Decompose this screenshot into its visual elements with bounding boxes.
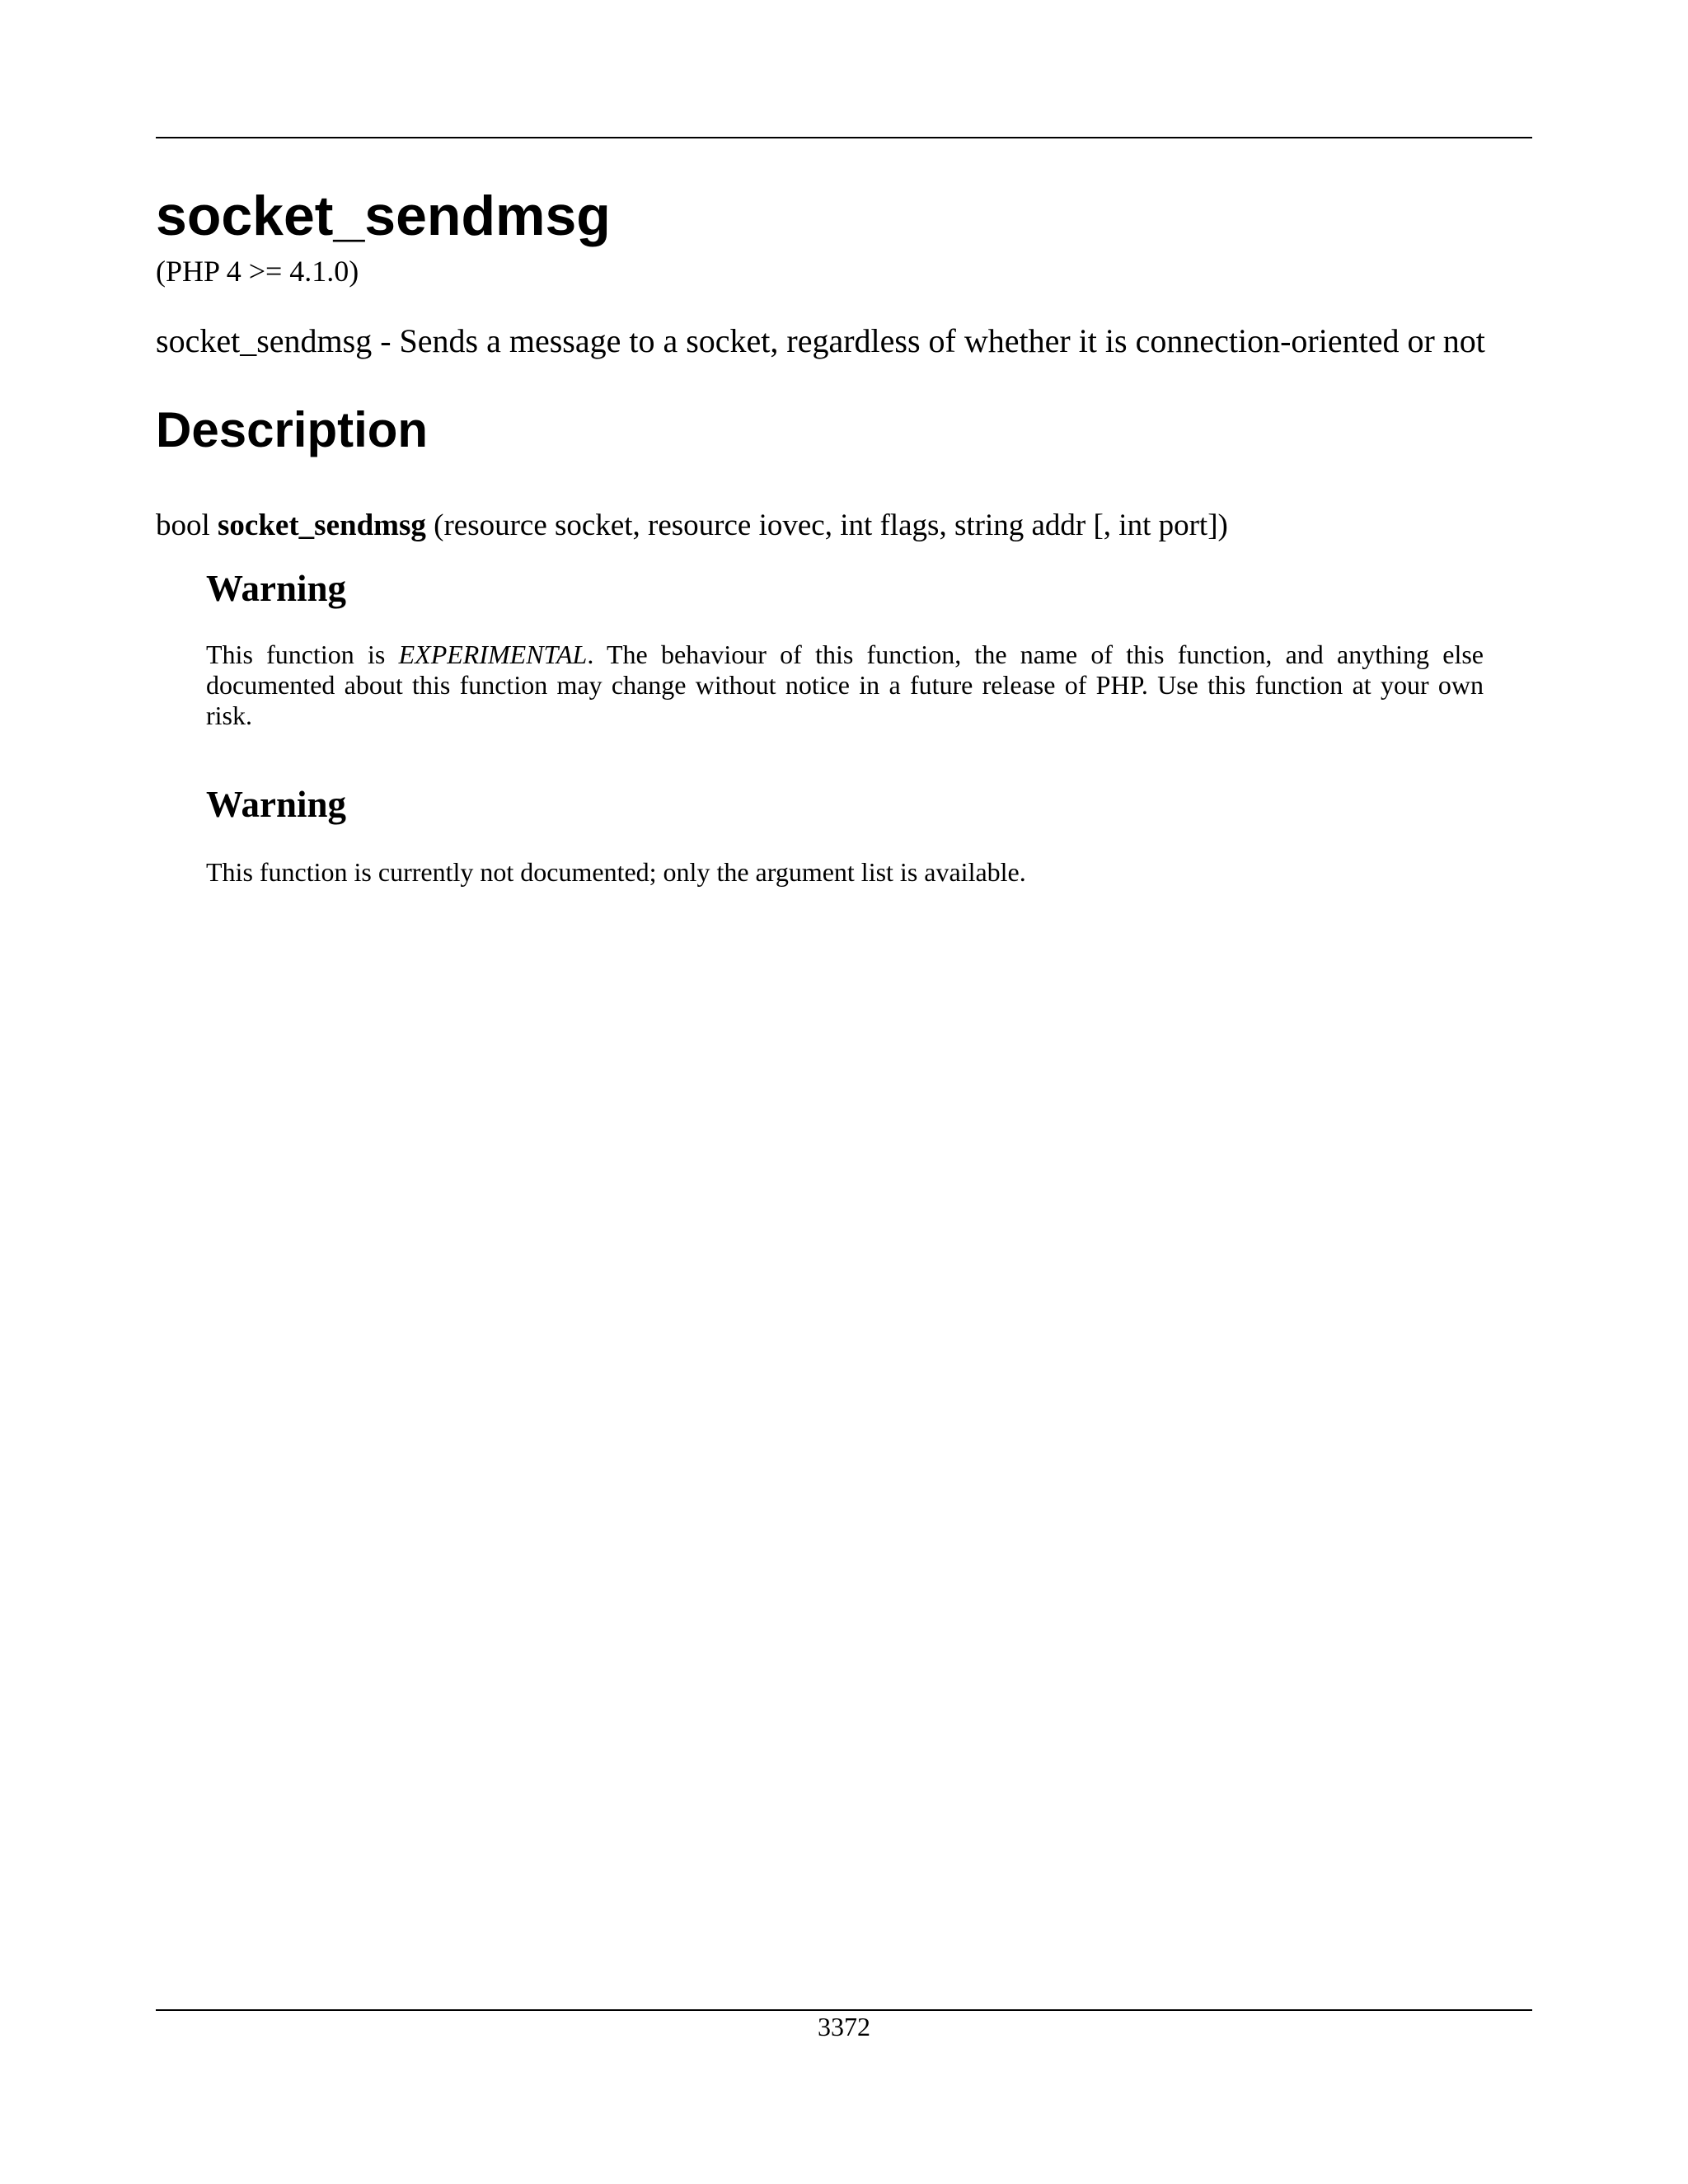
- function-name: socket_sendmsg: [218, 509, 426, 542]
- version-info: (PHP 4 >= 4.1.0): [156, 255, 359, 288]
- description-heading: Description: [156, 402, 429, 457]
- warning-undocumented-title: Warning: [206, 784, 347, 825]
- warning-experimental-text: [206, 640, 1484, 731]
- function-params: (resource socket, resource iovec, int flags, string addr [, int port]): [425, 509, 1228, 542]
- page-title: socket_sendmsg: [156, 185, 611, 247]
- warning-experimental-title: Warning: [206, 568, 347, 609]
- top-rule: [156, 137, 1532, 138]
- return-type: bool: [156, 509, 218, 542]
- warning-text-after: . The behaviour of this function, the name of this function, and anything else documented about this function may change without notice in a future release of PHP. Use this function at your own risk.: [206, 640, 1484, 730]
- warning-text-before: This function is: [206, 640, 399, 669]
- function-purpose: socket_sendmsg - Sends a message to a socket, regardless of whether it is connection-oriented or not: [156, 322, 1485, 359]
- page-number: 3372: [818, 2012, 870, 2041]
- warning-undocumented-text: This function is currently not documented; only the argument list is available.: [206, 857, 1026, 887]
- experimental-emphasis: EXPERIMENTAL: [398, 640, 588, 669]
- function-synopsis: [156, 508, 1228, 544]
